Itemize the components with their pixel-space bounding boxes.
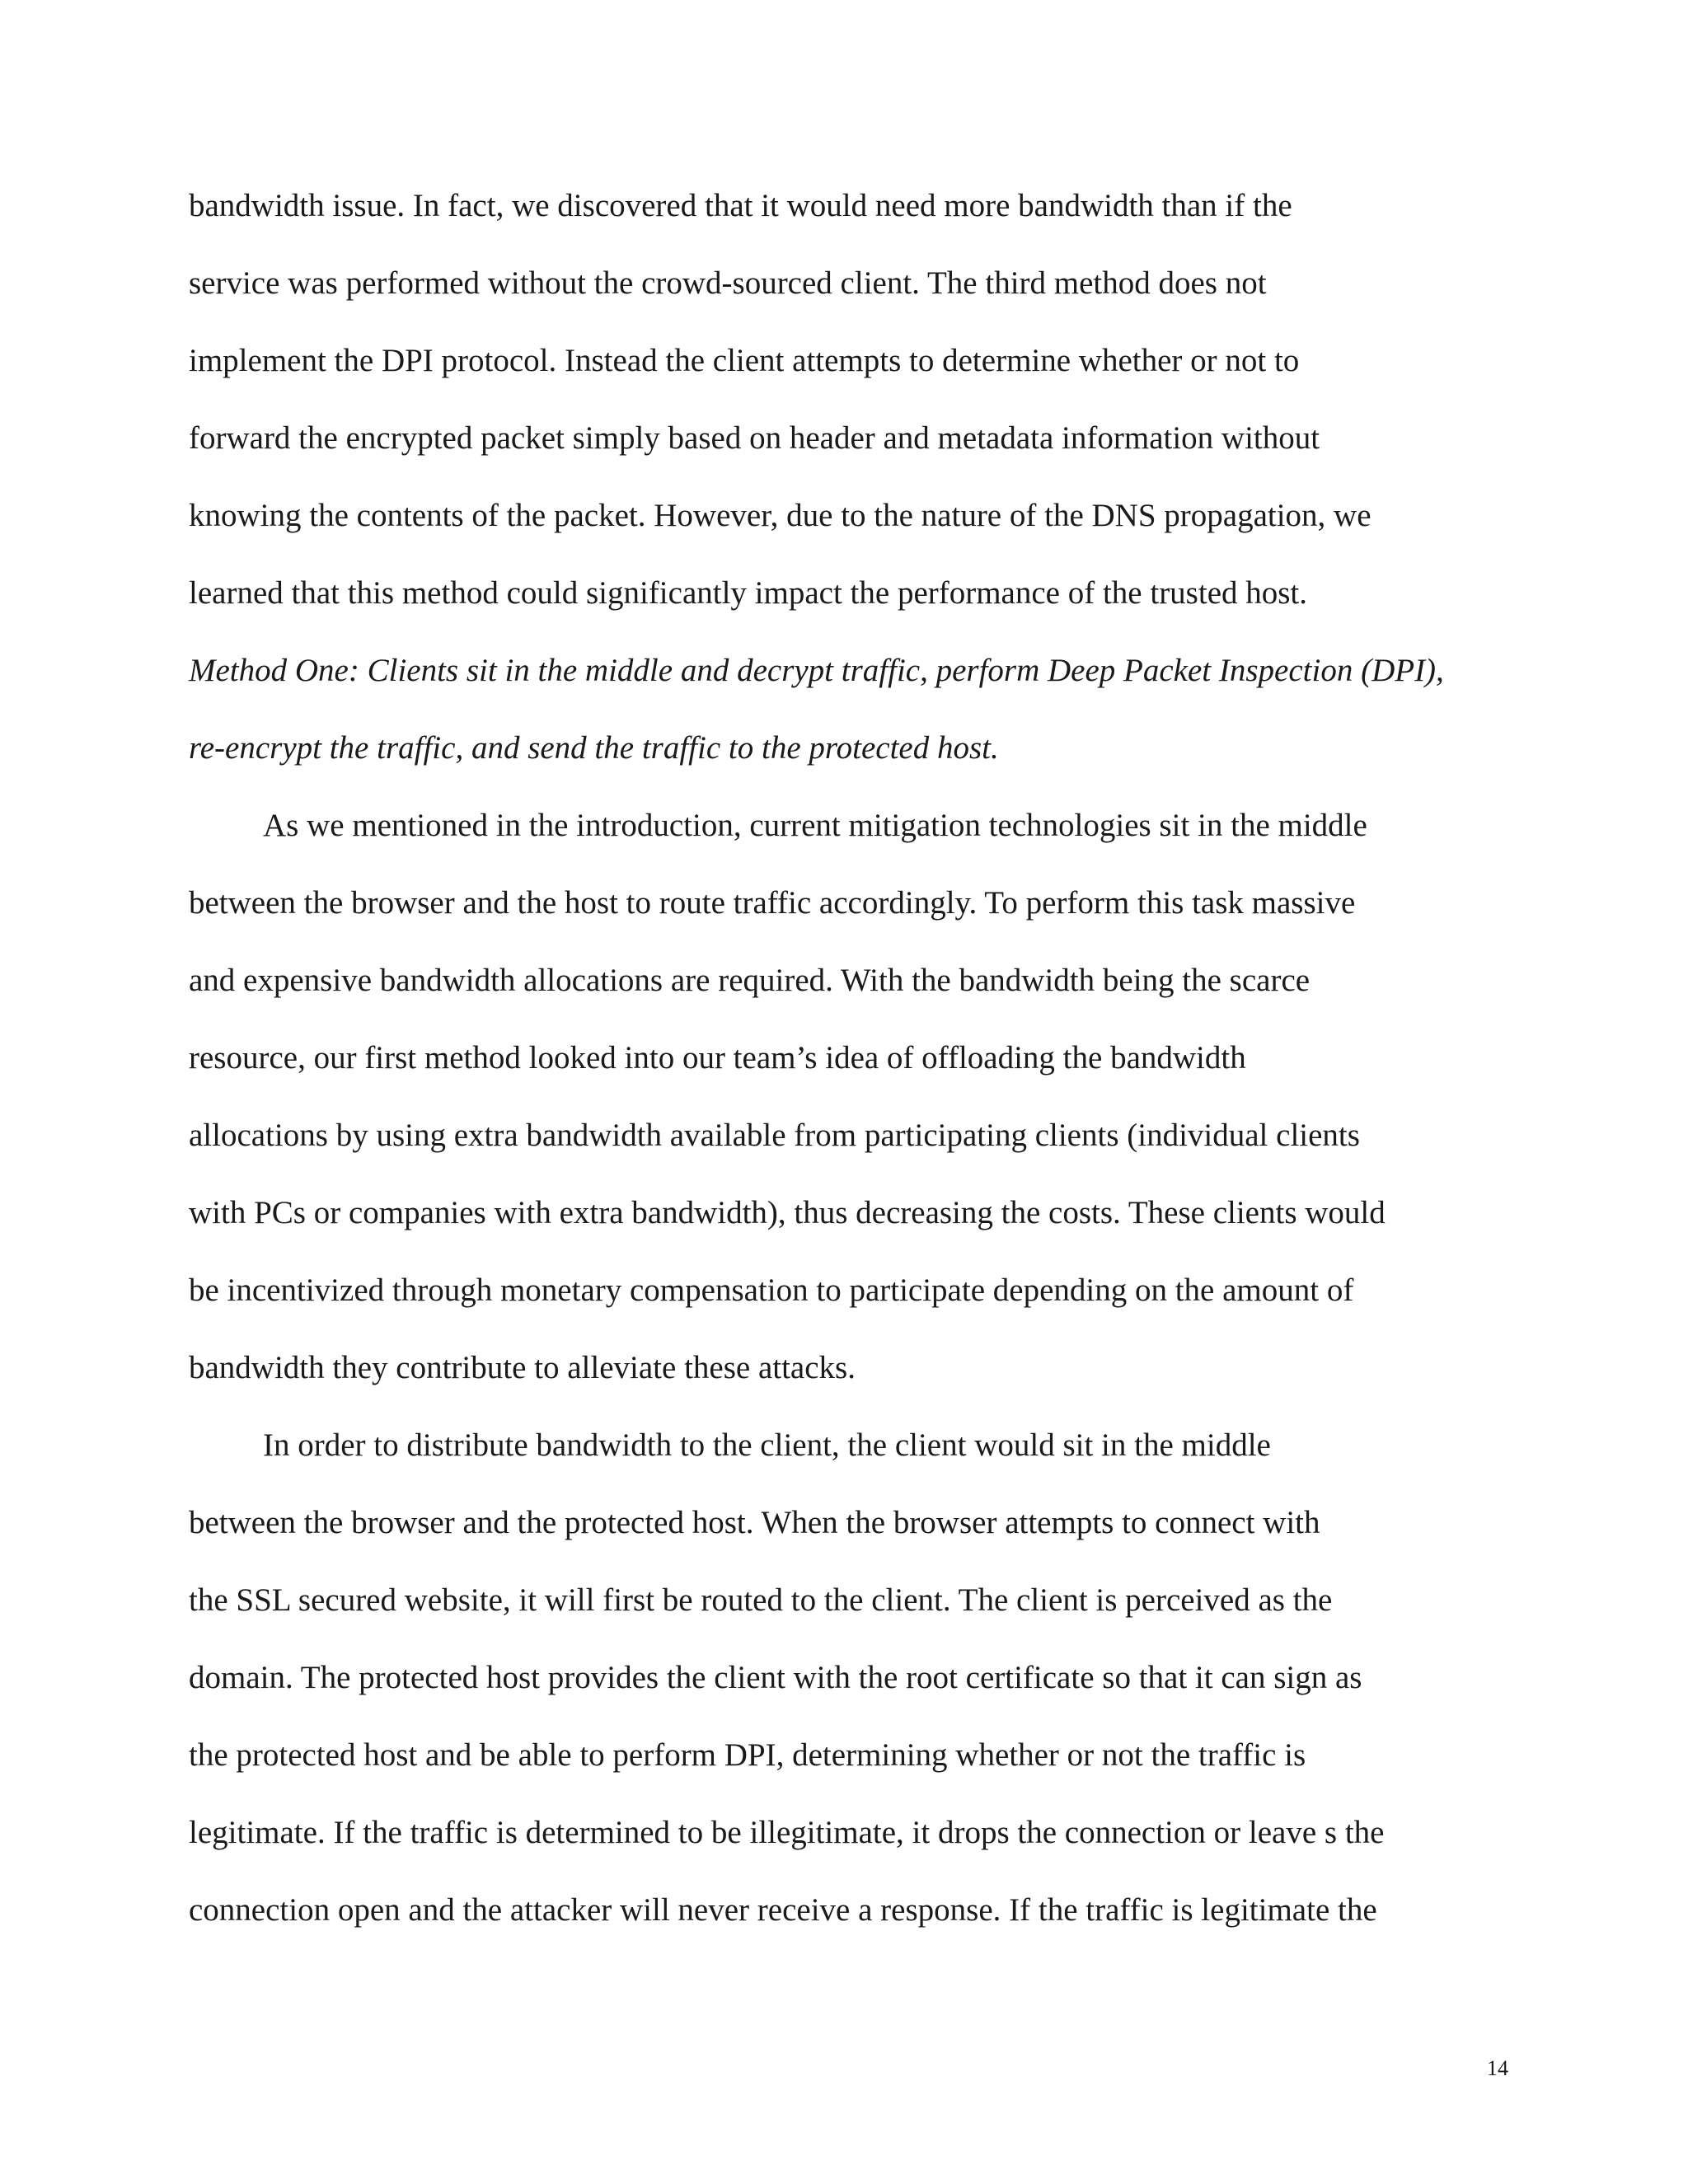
- text-line: and expensive bandwidth allocations are required. With the bandwidth being the scarce: [189, 963, 1311, 998]
- text-line: In order to distribute bandwidth to the client, the client would sit in the middle: [263, 1427, 1271, 1463]
- text-line: with PCs or companies with extra bandwidth), thus decreasing the costs. These clients would: [189, 1195, 1386, 1230]
- text-line: between the browser and the host to route traffic accordingly. To perform this task massive: [189, 885, 1356, 921]
- section-heading-line: Method One: Clients sit in the middle and decrypt traffic, perform Deep Packet Inspection (DPI),: [189, 653, 1444, 688]
- text-line: domain. The protected host provides the client with the root certificate so that it can sign as: [189, 1660, 1362, 1695]
- text-line: resource, our first method looked into our team’s idea of offloading the bandwidth: [189, 1040, 1246, 1076]
- text-line: be incentivized through monetary compensation to participate depending on the amount of: [189, 1272, 1354, 1308]
- text-line: bandwidth they contribute to alleviate these attacks.: [189, 1350, 856, 1385]
- text-line: learned that this method could significantly impact the performance of the trusted host.: [189, 575, 1308, 611]
- text-line: allocations by using extra bandwidth available from participating clients (individual clients: [189, 1118, 1360, 1153]
- text-line: between the browser and the protected host. When the browser attempts to connect with: [189, 1505, 1320, 1540]
- text-line: connection open and the attacker will never receive a response. If the traffic is legitimate the: [189, 1892, 1377, 1928]
- text-line: legitimate. If the traffic is determined to be illegitimate, it drops the connection or leave s the: [189, 1815, 1385, 1850]
- body-text: [189, 167, 1507, 1949]
- text-line: service was performed without the crowd-sourced client. The third method does not: [189, 265, 1267, 301]
- text-line: the SSL secured website, it will first be routed to the client. The client is perceived as the: [189, 1582, 1333, 1618]
- text-line: bandwidth issue. In fact, we discovered that it would need more bandwidth than if the: [189, 188, 1292, 223]
- text-line: knowing the contents of the packet. However, due to the nature of the DNS propagation, we: [189, 498, 1372, 533]
- section-heading-line: re-encrypt the traffic, and send the traffic to the protected host.: [189, 730, 999, 766]
- text-line: the protected host and be able to perform DPI, determining whether or not the traffic is: [189, 1737, 1306, 1773]
- text-line: implement the DPI protocol. Instead the client attempts to determine whether or not to: [189, 343, 1300, 378]
- text-line: forward the encrypted packet simply based on header and metadata information without: [189, 420, 1320, 456]
- text-line: As we mentioned in the introduction, current mitigation technologies sit in the middle: [263, 808, 1367, 843]
- page-number: 14: [1487, 2056, 1508, 2080]
